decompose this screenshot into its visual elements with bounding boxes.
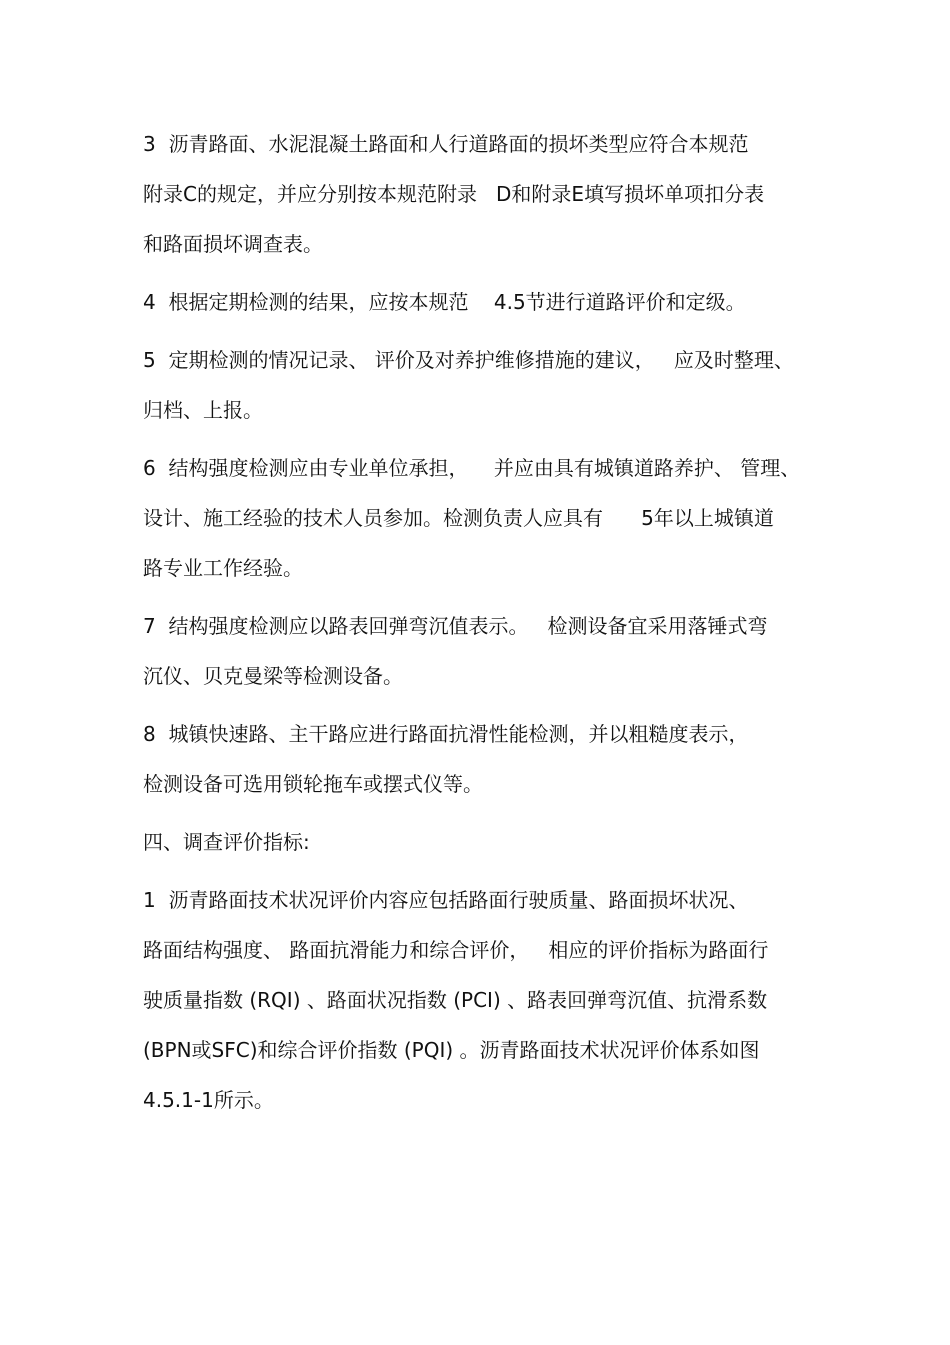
text-line-12: 8 城镇快速路、主干路应进行路面抗滑性能检测，并以粗糙度表示， <box>143 722 749 746</box>
text-line-4: 4 根据定期检测的结果，应按本规范 4.5节进行道路评价和定级。 <box>143 290 746 314</box>
text-line-11: 沉仪、贝克曼梁等检测设备。 <box>143 664 403 688</box>
text-line-3: 和路面损坏调查表。 <box>143 232 323 256</box>
text-line-17: 驶质量指数 (RQI) 、路面状况指数 (PCI) 、路表回弹弯沉值、抗滑系数 <box>143 988 768 1012</box>
text-line-7: 6 结构强度检测应由专业单位承担， 并应由具有城镇道路养护、 管理、 <box>143 456 801 480</box>
text-line-2: 附录C的规定，并应分别按本规范附录 D和附录E填写损坏单项扣分表 <box>143 182 765 206</box>
text-line-5: 5 定期检测的情况记录、 评价及对养护维修措施的建议， 应及时整理、 <box>143 348 794 372</box>
text-line-6: 归档、上报。 <box>143 398 263 422</box>
text-line-19: 4.5.1-1所示。 <box>143 1088 274 1112</box>
text-line-15: 1 沥青路面技术状况评价内容应包括路面行驶质量、路面损坏状况、 <box>143 888 749 912</box>
text-line-16: 路面结构强度、 路面抗滑能力和综合评价， 相应的评价指标为路面行 <box>143 938 769 962</box>
section-heading: 四、调查评价指标: <box>143 830 310 854</box>
text-line-18: (BPN或SFC)和综合评价指数 (PQI) 。沥青路面技术状况评价体系如图 <box>143 1038 760 1062</box>
text-line-10: 7 结构强度检测应以路表回弹弯沉值表示。 检测设备宜采用落锤式弯 <box>143 614 768 638</box>
text-line-13: 检测设备可选用锁轮拖车或摆式仪等。 <box>143 772 483 796</box>
text-line-8: 设计、施工经验的技术人员参加。检测负责人应具有 5年以上城镇道 <box>143 506 774 530</box>
text-line-1: 3 沥青路面、水泥混凝土路面和人行道路面的损坏类型应符合本规范 <box>143 132 749 156</box>
text-line-9: 路专业工作经验。 <box>143 556 303 580</box>
